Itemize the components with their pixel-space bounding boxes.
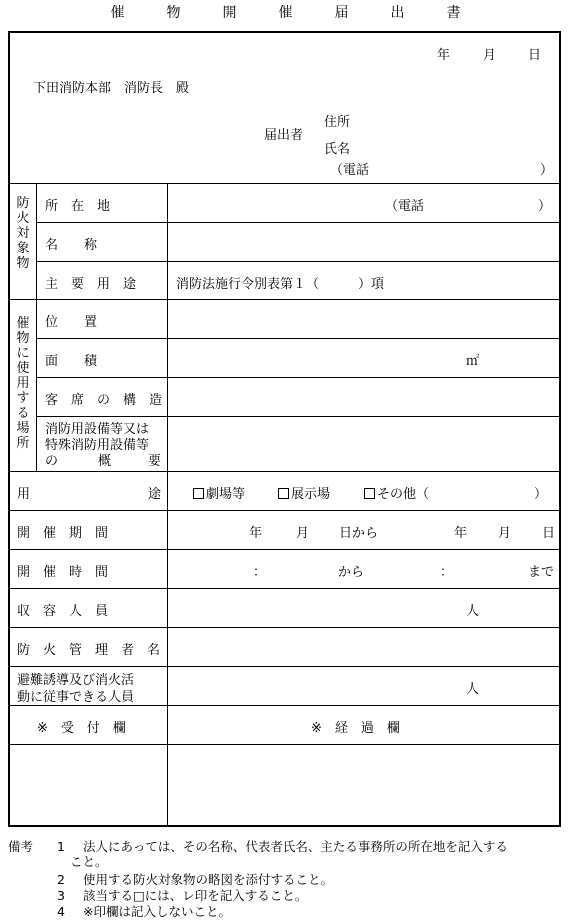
note-number: 2 xyxy=(57,872,65,887)
purpose-option-exhibition[interactable]: 展示場 xyxy=(278,483,330,502)
note-number: 3 xyxy=(57,888,65,903)
main-use-value: 消防法施行令別表第１（ ）項 xyxy=(176,277,385,292)
hours-colon1: ： xyxy=(253,565,267,580)
location-phone-open: （電話 xyxy=(385,199,425,214)
note-number: 4 xyxy=(57,904,65,919)
equipment-label-line1: 消防用設備等又は xyxy=(45,422,150,437)
period-year1: 年 xyxy=(249,526,263,541)
fire-manager-label: 防 火 管 理 者 名 xyxy=(17,643,161,658)
divider xyxy=(36,377,560,378)
divider xyxy=(36,261,560,262)
note-text-cont: こと。 xyxy=(70,854,108,869)
purpose-option-other[interactable]: その他（ xyxy=(364,483,429,502)
divider xyxy=(9,510,560,511)
divider xyxy=(167,184,168,826)
capacity-label: 収 容 人 員 xyxy=(17,604,109,619)
note-text: 該当する□には、レ印を記入すること。 xyxy=(83,888,308,903)
divider xyxy=(9,588,560,589)
location-label: 所 在 地 xyxy=(45,199,111,214)
note-number: 1 xyxy=(57,839,65,854)
note-text: 使用する防火対象物の略図を添付すること。 xyxy=(83,872,334,887)
divider xyxy=(36,184,37,471)
main-use-label: 主 要 用 途 xyxy=(45,277,137,292)
progress-label: ※ 経 過 欄 xyxy=(311,721,400,736)
divider xyxy=(36,222,560,223)
period-month2: 月 xyxy=(498,526,512,541)
hours-colon2: ： xyxy=(440,565,454,580)
hours-until: まで xyxy=(528,565,555,580)
checkbox-icon[interactable] xyxy=(364,488,375,499)
period-day2: 日 xyxy=(542,526,556,541)
form-title: 催 物 開 催 届 出 書 xyxy=(110,5,475,21)
applicant-label: 届出者 xyxy=(264,128,304,143)
venue-group-label: 催 物 に 使 用 す る 場 所 xyxy=(16,316,30,451)
divider xyxy=(9,183,560,184)
period-from: 日から xyxy=(339,526,379,541)
seating-label: 客 席 の 構 造 xyxy=(45,393,163,408)
period-label: 開 催 期 間 xyxy=(17,526,109,541)
divider xyxy=(9,666,560,667)
purpose-other-close: ） xyxy=(534,487,548,502)
evac-staff-label-line1: 避難誘導及び消火活 xyxy=(17,673,135,688)
divider xyxy=(9,627,560,628)
period-month1: 月 xyxy=(296,526,310,541)
divider xyxy=(36,416,560,417)
header-year: 年 xyxy=(437,48,451,63)
equipment-label-line3a: の xyxy=(45,454,59,469)
area-label: 面 積 xyxy=(45,354,98,369)
divider xyxy=(36,338,560,339)
evac-staff-unit: 人 xyxy=(466,682,480,697)
note-text: 法人にあっては、その名称、代表者氏名、主たる事務所の所在地を記入する xyxy=(83,839,508,854)
purpose-option-theater[interactable]: 劇場等 xyxy=(193,483,245,502)
divider xyxy=(9,299,560,300)
equipment-label-line2: 特殊消防用設備等 xyxy=(45,438,150,453)
purpose-label-a: 用 xyxy=(17,487,31,502)
note-text: ※印欄は記入しないこと。 xyxy=(83,904,231,919)
purpose-label-b: 途 xyxy=(148,487,162,502)
addressee: 下田消防本部 消防長 殿 xyxy=(33,81,190,96)
area-unit: ㎡ xyxy=(466,354,480,369)
name-label: 氏名 xyxy=(324,142,351,157)
checkbox-icon[interactable] xyxy=(193,488,204,499)
capacity-unit: 人 xyxy=(466,604,480,619)
divider xyxy=(9,705,560,706)
checkbox-icon[interactable] xyxy=(278,488,289,499)
building-name-label: 名 称 xyxy=(45,238,98,253)
period-year2: 年 xyxy=(454,526,468,541)
phone-close: ） xyxy=(540,163,554,178)
reception-label: ※ 受 付 欄 xyxy=(37,721,126,736)
position-label: 位 置 xyxy=(45,315,98,330)
address-label: 住所 xyxy=(324,115,351,130)
phone-open: （電話 xyxy=(330,163,370,178)
fire-target-group-label: 防 火 対 象 物 xyxy=(16,196,30,271)
header-day: 日 xyxy=(528,48,542,63)
hours-label: 開 催 時 間 xyxy=(17,565,109,580)
equipment-label-line3b: 概 xyxy=(98,454,112,469)
equipment-label-line3c: 要 xyxy=(148,454,162,469)
header-month: 月 xyxy=(483,48,497,63)
divider xyxy=(9,744,560,745)
divider xyxy=(9,549,560,550)
notes-heading: 備考 xyxy=(8,839,34,854)
hours-from: から xyxy=(338,565,365,580)
location-phone-close: ） xyxy=(538,199,552,214)
divider xyxy=(9,471,560,472)
evac-staff-label-line2: 動に従事できる人員 xyxy=(17,690,135,705)
